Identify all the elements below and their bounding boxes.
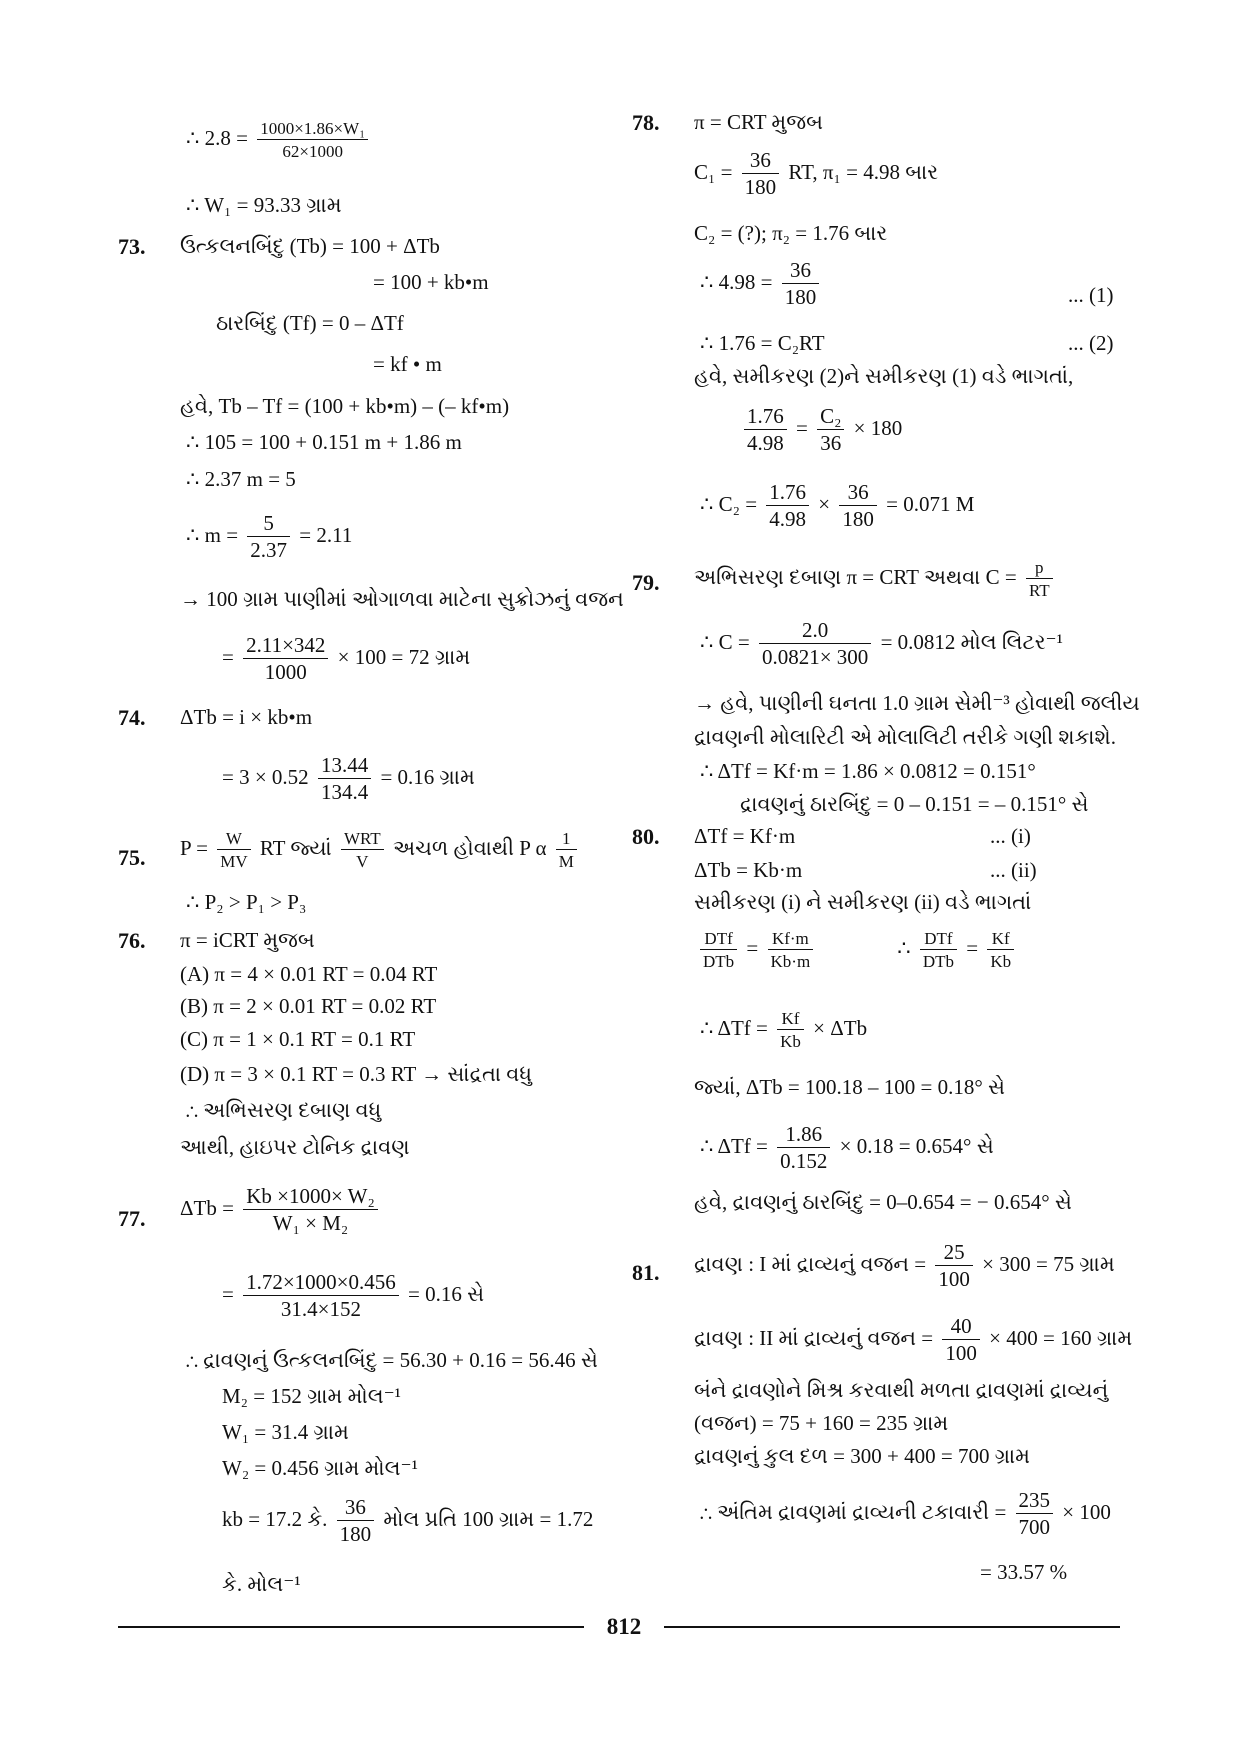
eq-78-g: $\frac{1.76}{4.98}$ = $\frac{\text{C₂}}{36}$ × 180	[740, 406, 902, 454]
eq-81-a: દ્રાવણ : I માં દ્રાવ્યનું વજન = $\frac{25}{100}$ × 300 = 75 ગ્રામ	[694, 1240, 1115, 1291]
fraction: $\frac{Kf}{Kb}$	[777, 1010, 804, 1050]
eq-73-b: = 100 + kb•m	[373, 270, 489, 294]
fraction: $\frac{13.44}{134.4}$	[318, 755, 371, 803]
eq-76-a: π = iCRT મુજબ	[180, 928, 315, 952]
eq-80-h: હવે, દ્રાવણનું ઠારબિંદુ = 0–0.654 = − 0.654° સે	[694, 1190, 1072, 1214]
eq-80-e: ∴ ΔTf = $\frac{Kf}{Kb}$ × ΔTb	[700, 1009, 868, 1051]
fraction: $\frac{36}{180}$	[782, 260, 820, 308]
fraction: $\frac{2.11\times 342}{1000}$	[243, 635, 328, 683]
eq-73-c: ઠારબિંદુ (Tf) = 0 – ΔTf	[216, 311, 404, 335]
eq-77-e: W₁ = 31.4 ગ્રામ	[222, 1420, 349, 1444]
footer-rule-left	[118, 1626, 584, 1628]
eq-76-d: (C) π = 1 × 0.1 RT = 0.1 RT	[180, 1027, 416, 1051]
eq-81-g: = 33.57 %	[980, 1560, 1068, 1584]
eq-73-g: ∴ 2.37 m = 5	[186, 467, 296, 491]
eq-79-b: ∴ C = $\frac{2.0}{0.0821\times 300}$ = 0.0812 મોલ લિટર⁻¹	[700, 618, 1063, 669]
eq-78-d-tag: ... (1)	[1068, 283, 1114, 307]
eq-73-h: ∴ m = $\frac{5}{2.37}$ = 2.11	[186, 511, 353, 562]
question-number-81: 81.	[632, 1260, 660, 1285]
eq-76-b: (A) π = 4 × 0.01 RT = 0.04 RT	[180, 962, 438, 986]
eq-77-a: ΔTb = $\frac{\text{Kb ×1000× W₂}}{\text{W₁ × M₂}}$	[180, 1186, 382, 1234]
eq-78-d: ∴ 4.98 = $\frac{36}{180}$	[700, 260, 823, 308]
eq-78-e: ∴ 1.76 = C₂RT	[700, 331, 825, 355]
eq-79-c: → હવે, પાણીની ઘનતા 1.0 ગ્રામ સેમી⁻³ હોવાથી જલીય	[694, 691, 1140, 715]
eq-80-f: જ્યાં, ΔTb = 100.18 – 100 = 0.18° સે	[694, 1075, 1006, 1099]
eq-77-d: M₂ = 152 ગ્રામ મોલ⁻¹	[222, 1384, 401, 1408]
fraction: $\frac{W}{MV}$	[217, 830, 250, 870]
eq-77-b: = $\frac{1.72\times 1000\times 0.456}{31.4\times 152}$ = 0.16 સે	[222, 1270, 485, 1321]
question-number-74: 74.	[118, 705, 146, 730]
fraction: $\frac{p}{RT}$	[1026, 559, 1053, 599]
eq-80-b: ΔTb = Kb·m	[694, 858, 803, 882]
eq-78-a: π = CRT મુજબ	[694, 110, 823, 134]
eq-75-b: ∴ P₂ > P₁ > P₃	[186, 890, 307, 914]
eq-76-f: ∴ અભિસરણ દબાણ વધુ	[186, 1098, 382, 1122]
fraction: $\frac{Kf}{Kb}$	[987, 930, 1014, 970]
eq-79-d: દ્રાવણની મોલારિટી એ મોલાલિટી તરીકે ગણી શકાશે.	[694, 725, 1116, 749]
fraction: $\frac{Kf\cdot m}{Kb\cdot m}$	[768, 930, 814, 970]
eq-78-f: હવે, સમીકરણ (2)ને સમીકરણ (1) વડે ભાગતાં,	[694, 364, 1074, 388]
eq-80-a-tag: ... (i)	[990, 824, 1031, 848]
fraction: $\frac{1.86}{0.152}$	[777, 1124, 830, 1172]
eq-78-b: C₁ = $\frac{36}{180}$ RT, π₁ = 4.98 બાર	[694, 148, 939, 199]
question-number-79: 79.	[632, 570, 660, 595]
fraction: $\frac{\text{WRT}}{V}$	[341, 830, 384, 870]
fraction: $\frac{1.76}{4.98}$	[744, 406, 787, 454]
eq-80-b-tag: ... (ii)	[990, 858, 1037, 882]
eq-81-e: દ્રાવણનું કુલ દળ = 300 + 400 = 700 ગ્રામ	[694, 1444, 1030, 1468]
eq-74-b: = 3 × 0.52 $\frac{13.44}{134.4}$ = 0.16 ગ્રામ	[222, 753, 475, 804]
eq-73-i: → 100 ગ્રામ પાણીમાં ઓગાળવા માટેના સુક્રોઝનું વજન	[180, 587, 624, 611]
question-number-80: 80.	[632, 824, 660, 849]
fraction: $\frac{\text{Kb ×1000× W₂}}{\text{W₁ × M₂}}$	[243, 1186, 378, 1234]
fraction: $\frac{1.72\times 1000\times 0.456}{31.4\times 152}$	[243, 1272, 399, 1320]
eq-72-line1: ∴ 2.8 = $\frac{\text{1000×1.86×W₁}}{62\times 1000}$	[186, 120, 372, 160]
eq-81-f: ∴ અંતિમ દ્રાવણમાં દ્રાવ્યની ટકાવારી = $\frac{235}{700}$ × 100	[700, 1488, 1111, 1539]
fraction: $\frac{36}{180}$	[742, 150, 780, 198]
eq-79-e: ∴ ΔTf = Kf·m = 1.86 × 0.0812 = 0.151°	[700, 759, 1036, 783]
eq-78-h: ∴ C₂ = $\frac{1.76}{4.98}$ × $\frac{36}{180}$ = 0.071 M	[700, 480, 975, 531]
eq-77-c: ∴ દ્રાવણનું ઉત્કલનબિંદુ = 56.30 + 0.16 = 56.46 સે	[186, 1348, 598, 1372]
footer-rule-right	[664, 1626, 1120, 1628]
fraction: $\frac{36}{180}$	[337, 1497, 375, 1545]
question-number-77: 77.	[118, 1206, 146, 1231]
page-number: 812	[606, 1614, 642, 1639]
fraction: $\frac{\text{C₂}}{36}$	[817, 406, 844, 454]
question-number-76: 76.	[118, 928, 146, 953]
fraction: $\frac{\text{DTf}}{\text{DTb}}$	[700, 930, 737, 970]
eq-75-a: P = $\frac{W}{MV}$ RT જ્યાં $\frac{\text{WRT}}{V}$ અચળ હોવાથી P α $\frac{1}{M}$	[180, 830, 581, 870]
eq-80-c: સમીકરણ (i) ને સમીકરણ (ii) વડે ભાગતાં	[694, 890, 1032, 914]
fraction: $\frac{1.76}{4.98}$	[766, 482, 809, 530]
eq-74-a: ΔTb = i × kb•m	[180, 705, 313, 729]
eq-77-f: W₂ = 0.456 ગ્રામ મોલ⁻¹	[222, 1456, 418, 1480]
eq-80-g: ∴ ΔTf = $\frac{1.86}{0.152}$ × 0.18 = 0.654° સે	[700, 1122, 994, 1173]
eq-81-d: (વજન) = 75 + 160 = 235 ગ્રામ	[694, 1411, 949, 1435]
eq-78-c: C₂ = (?); π₂ = 1.76 બાર	[694, 221, 888, 245]
fraction: $\frac{2.0}{0.0821\times 300}$	[759, 620, 871, 668]
question-number-73: 73.	[118, 234, 146, 259]
fraction: $\frac{1}{M}$	[556, 830, 577, 870]
eq-77-g: kb = 17.2 કે. $\frac{36}{180}$ મોલ પ્રતિ 100 ગ્રામ = 1.72	[222, 1495, 594, 1546]
fraction: $\frac{25}{100}$	[935, 1242, 973, 1290]
fraction: $\frac{\text{1000×1.86×W₁}}{62\times 1000}$	[257, 120, 368, 160]
eq-76-e: (D) π = 3 × 0.1 RT = 0.3 RT → સાંદ્રતા વધુ	[180, 1062, 532, 1086]
eq-73-j: = $\frac{2.11\times 342}{1000}$ × 100 = 72 ગ્રામ	[222, 633, 471, 684]
eq-76-g: આથી, હાઇપર ટોનિક દ્રાવણ	[180, 1135, 410, 1159]
eq-72-line2: ∴ W₁ = 93.33 ગ્રામ	[186, 193, 342, 217]
eq-80-a: ΔTf = Kf·m	[694, 824, 796, 848]
eq-73-e: હવે, Tb – Tf = (100 + kb•m) – (– kf•m)	[180, 394, 510, 418]
fraction: $\frac{40}{100}$	[942, 1316, 980, 1364]
fraction: $\frac{235}{700}$	[1016, 1490, 1054, 1538]
fraction: $\frac{36}{180}$	[839, 482, 877, 530]
eq-79-a: અભિસરણ દબાણ π = CRT અથવા C = $\frac{p}{RT}$	[694, 559, 1057, 599]
eq-73-d: = kf • m	[373, 352, 442, 376]
question-number-75: 75.	[118, 845, 146, 870]
eq-81-b: દ્રાવણ : II માં દ્રાવ્યનું વજન = $\frac{40}{100}$ × 400 = 160 ગ્રામ	[694, 1314, 1133, 1365]
eq-76-c: (B) π = 2 × 0.01 RT = 0.02 RT	[180, 994, 437, 1018]
fraction: $\frac{\text{DTf}}{\text{DTb}}$	[920, 930, 957, 970]
question-number-78: 78.	[632, 110, 660, 135]
fraction: $\frac{5}{2.37}$	[247, 513, 290, 561]
eq-81-c: બંને દ્રાવણોને મિશ્ર કરવાથી મળતા દ્રાવણમાં દ્રાવ્યનું	[694, 1378, 1109, 1402]
eq-77-h: કે. મોલ⁻¹	[222, 1572, 301, 1596]
eq-73-a: ઉત્કલનબિંદુ (Tb) = 100 + ΔTb	[180, 234, 440, 258]
eq-78-e-tag: ... (2)	[1068, 331, 1114, 355]
eq-73-f: ∴ 105 = 100 + 0.151 m + 1.86 m	[186, 430, 462, 454]
eq-80-d: $\frac{\text{DTf}}{\text{DTb}}$ = $\frac{Kf\cdot m}{Kb\cdot m}$ ∴ $\frac{\text{DTf}}{\text{DTb}}$ = $\frac{Kf}{Kb}$	[696, 930, 1018, 970]
eq-79-f: દ્રાવણનું ઠારબિંદુ = 0 – 0.151 = – 0.151° સે	[740, 792, 1089, 816]
